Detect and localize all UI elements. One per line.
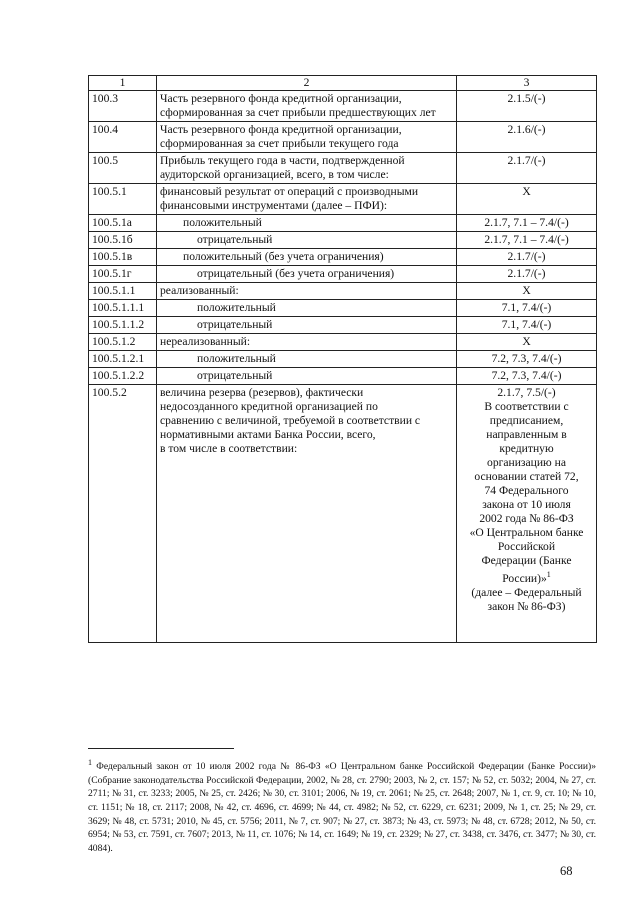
table-row [89,351,597,368]
row-description: положительный (без учета ограничения) [157,249,457,266]
table-row [89,91,597,122]
reference-line [460,456,593,470]
reference-line-text: В соответствии с [484,400,569,413]
row-reference [457,385,597,643]
header-col-2: 2 [157,76,457,91]
description-line: сравнению с величиной, требуемой в соответствии с [160,414,421,427]
table-row [89,215,597,232]
reference-line [460,554,593,568]
reference-line [460,470,593,484]
row-code: 100.5.1в [89,249,157,266]
table-row-reserve [89,385,597,643]
table-row [89,153,597,184]
reference-line [460,428,593,442]
row-description: отрицательный [157,317,457,334]
header-col-1: 1 [89,76,157,91]
row-reference: 7.1, 7.4/(-) [457,317,597,334]
table-body [89,76,597,643]
reference-line-text: направленным в [486,428,567,441]
row-code: 100.4 [89,122,157,153]
reference-line [460,484,593,498]
reference-line-text: (далее – Федеральный [471,585,582,599]
row-reference: X [457,334,597,351]
reference-line [460,540,593,554]
table-row [89,283,597,300]
reference-line-text: закона от 10 июля [482,498,571,511]
reference-line [460,526,593,540]
row-code: 100.5 [89,153,157,184]
reference-line-text: закон № 86-ФЗ) [487,599,566,613]
table-row [89,184,597,215]
row-description: Прибыль текущего года в части, подтвержденной аудиторской организацией, всего, в том числе: [157,153,457,184]
row-code: 100.5.1.1.2 [89,317,157,334]
row-reference: 2.1.5/(-) [457,91,597,122]
reference-line [460,586,593,600]
row-reference: 7.2, 7.3, 7.4/(-) [457,351,597,368]
row-reference: 2.1.6/(-) [457,122,597,153]
footnote-text: Федеральный закон от 10 июля 2002 года № 86-ФЗ «О Центральном банке Российской Федерации (Банке России)» (Собрание законодательства Российской Федерации, 2002, № 28, ст. 2790; 2003, № 2, ст. 157; № 52, ст. 5032; 2004, № 27, ст. 2711; № 31, ст. 3233; 2005, № 25, ст. 2426; № 30, ст. 3101; 2006, № 19, ст. 2061; № 25, ст. 2648; 2007, № 1, ст. 9, ст. 10; № 10, ст. 1151; № 18, ст. 2117; 2008, № 42, ст. 4696, ст. 4699; № 44, ст. 4982; № 52, ст. 6229, ст. 6231; 2009, № 1, ст. 25; № 29, ст. 3629; № 48, ст. 5731; 2010, № 45, ст. 5756; 2011, № 7, ст. 907; № 27, ст. 3873; № 43, ст. 5973; № 48, ст. 6728; 2012, № 50, ст. 6954; № 53, ст. 7591, ст. 7607; 2013, № 11, ст. 1076; № 14, ст. 1649; № 19, ст. 2329; № 27, ст. 3438, ст. 3476, ст. 3477; № 30, ст. 4084). [88,761,596,854]
row-reference: 2.1.7/(-) [457,249,597,266]
reference-line-text: 2002 года № 86-ФЗ [479,512,574,525]
row-code: 100.5.1.2 [89,334,157,351]
reference-line-text: Федерации (Банке [481,554,572,567]
page-number: 68 [560,864,573,878]
reference-line-text: предписанием, [489,414,564,427]
row-description: отрицательный [157,232,457,249]
header-col-3: 3 [457,76,597,91]
description-line: нормативными актами Банка России, всего, [160,428,376,441]
row-description [157,385,457,643]
row-reference: 2.1.7, 7.1 – 7.4/(-) [457,215,597,232]
row-description: отрицательный [157,368,457,385]
footnote-separator [88,748,234,749]
row-code: 100.5.1.1 [89,283,157,300]
row-description: положительный [157,215,457,232]
reference-line-text: «О Центральном банке [469,526,584,539]
reference-line [460,386,593,400]
row-code: 100.5.1.2.1 [89,351,157,368]
row-description: реализованный: [157,283,457,300]
table-row [89,300,597,317]
description-line: в том числе в соответствии: [160,442,298,455]
reference-line [460,400,593,414]
table-row [89,232,597,249]
row-code: 100.3 [89,91,157,122]
reference-line-text: 2.1.7, 7.5/(-) [497,386,556,399]
table-row [89,334,597,351]
row-description: Часть резервного фонда кредитной организации, сформированная за счет прибыли текущего года [157,122,457,153]
row-code: 100.5.2 [89,385,157,643]
row-reference: 2.1.7, 7.1 – 7.4/(-) [457,232,597,249]
reference-line-text: организацию на [487,456,566,469]
reference-line [460,568,593,586]
row-description: финансовый результат от операций с производными финансовыми инструментами (далее – ПФИ): [157,184,457,215]
table-row [89,266,597,283]
reference-line-text: России)» [502,571,547,585]
row-reference: X [457,184,597,215]
reference-line-text: Российской [497,540,556,553]
reference-line [460,442,593,456]
footnote [88,756,596,855]
row-code: 100.5.1а [89,215,157,232]
table-row [89,317,597,334]
row-reference: 2.1.7/(-) [457,266,597,283]
footnote-marker: 1 [88,758,92,767]
row-code: 100.5.1.1.1 [89,300,157,317]
reference-line-text: основании статей 72, [474,470,579,483]
row-reference: 2.1.7/(-) [457,153,597,184]
balance-table [88,75,597,643]
reference-line [460,600,593,614]
description-line: недосозданного кредитной организацией по [160,400,378,413]
row-description: нереализованный: [157,334,457,351]
reference-line-text: кредитную [499,442,554,455]
row-reference: 7.2, 7.3, 7.4/(-) [457,368,597,385]
reference-line [460,512,593,526]
row-description: положительный [157,300,457,317]
row-code: 100.5.1.2.2 [89,368,157,385]
table-header-row [89,76,597,91]
row-code: 100.5.1г [89,266,157,283]
row-code: 100.5.1 [89,184,157,215]
row-description: Часть резервного фонда кредитной организации, сформированная за счет прибыли предшествующих лет [157,91,457,122]
reference-line-text: 74 Федерального [484,484,569,497]
row-code: 100.5.1б [89,232,157,249]
table-row [89,368,597,385]
footnote-reference-marker: 1 [546,570,551,579]
row-description: положительный [157,351,457,368]
row-reference: X [457,283,597,300]
table-row [89,122,597,153]
description-line: величина резерва (резервов), фактически [160,386,364,399]
reference-line [460,498,593,512]
row-reference: 7.1, 7.4/(-) [457,300,597,317]
reference-line [460,414,593,428]
row-description: отрицательный (без учета ограничения) [157,266,457,283]
table-row [89,249,597,266]
